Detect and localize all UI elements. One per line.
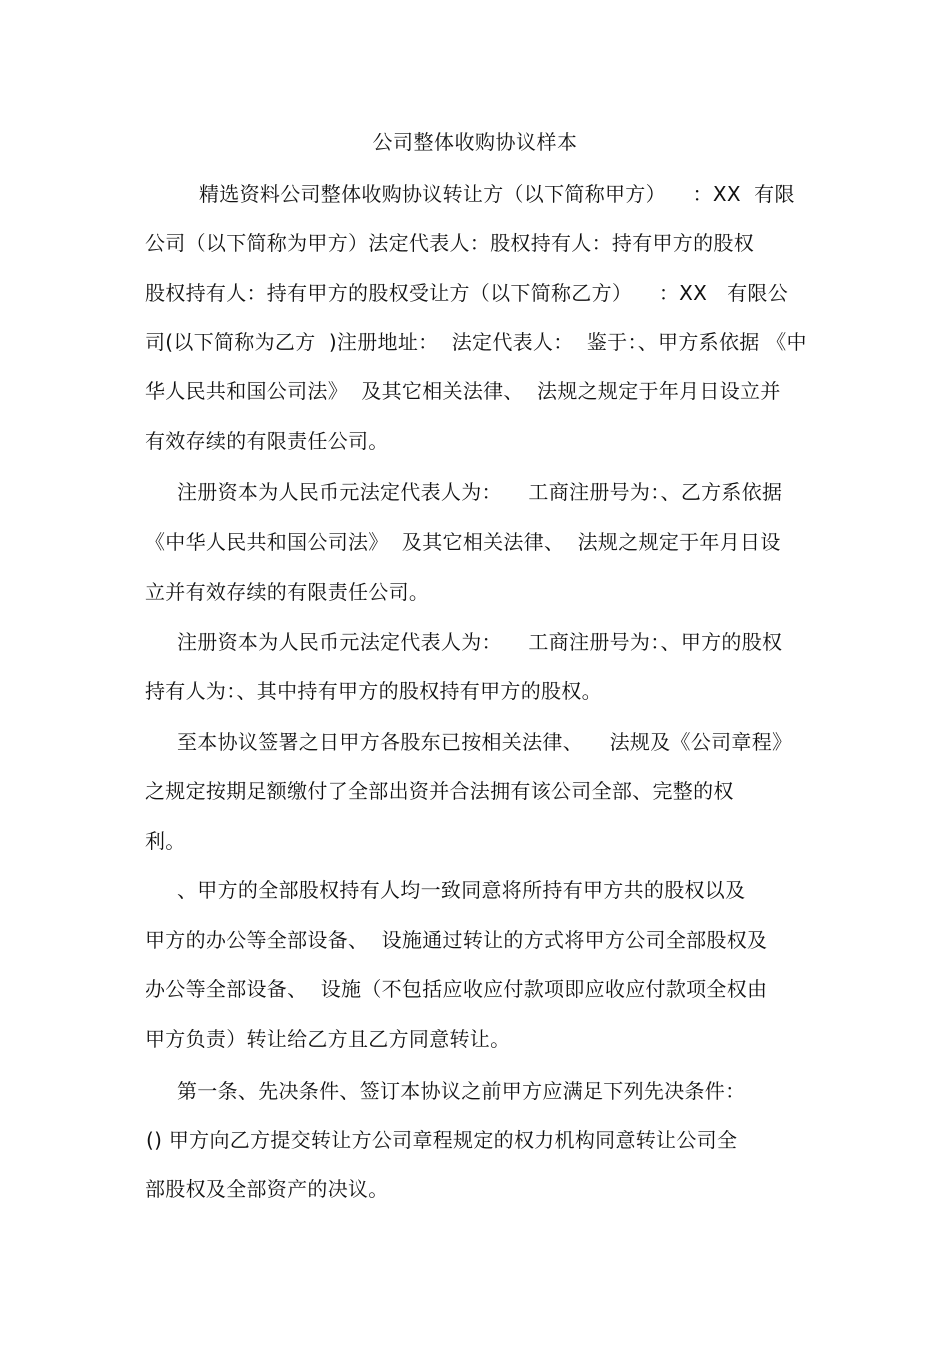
body-line: 公司（以下简称为甲方）法定代表人：股权持有人：持有甲方的股权: [145, 231, 754, 255]
body-line: 《中华人民共和国公司法》 及其它相关法律、 法规之规定于年月日设: [145, 530, 781, 554]
body-line: 华人民共和国公司法》 及其它相关法律、 法规之规定于年月日设立并: [145, 379, 781, 403]
body-line: 至本协议签署之日甲方各股东已按相关法律、 法规及《公司章程》: [177, 730, 793, 754]
body-line: 、甲方的全部股权持有人均一致同意将所持有甲方共的股权以及: [177, 878, 746, 902]
document-title: 公司整体收购协议样本: [372, 130, 578, 154]
body-line: () 甲方向乙方提交转让方公司章程规定的权力机构同意转让公司全: [146, 1128, 738, 1152]
body-line: 第一条、先决条件、签订本协议之前甲方应满足下列先决条件：: [177, 1079, 746, 1103]
body-line: 立并有效存续的有限责任公司。: [145, 580, 430, 604]
body-line: 精选资料公司整体收购协议转让方（以下简称甲方） ：XX 有限: [199, 182, 795, 206]
body-line: 司(以下简称为乙方 )注册地址： 法定代表人： 鉴于：、甲方系依据 《中: [145, 330, 807, 354]
body-line: 持有人为：、其中持有甲方的股权持有甲方的股权。: [145, 679, 602, 703]
body-line: 之规定按期足额缴付了全部出资并合法拥有该公司全部、完整的权: [145, 779, 734, 803]
body-line: 注册资本为人民币元法定代表人为： 工商注册号为：、甲方的股权: [177, 630, 783, 654]
body-line: 有效存续的有限责任公司。: [145, 429, 389, 453]
body-line: 甲方的办公等全部设备、 设施通过转让的方式将甲方公司全部股权及: [145, 928, 768, 952]
body-line: 注册资本为人民币元法定代表人为： 工商注册号为：、乙方系依据: [177, 480, 783, 504]
body-line: 甲方负责）转让给乙方且乙方同意转让。: [145, 1027, 511, 1051]
body-line: 部股权及全部资产的决议。: [145, 1177, 389, 1201]
body-line: 办公等全部设备、 设施（不包括应收应付款项即应收应付款项全权由: [145, 977, 768, 1001]
body-line: 利。: [145, 829, 186, 853]
body-line: 股权持有人：持有甲方的股权受让方（以下简称乙方） ：XX 有限公: [145, 281, 789, 305]
